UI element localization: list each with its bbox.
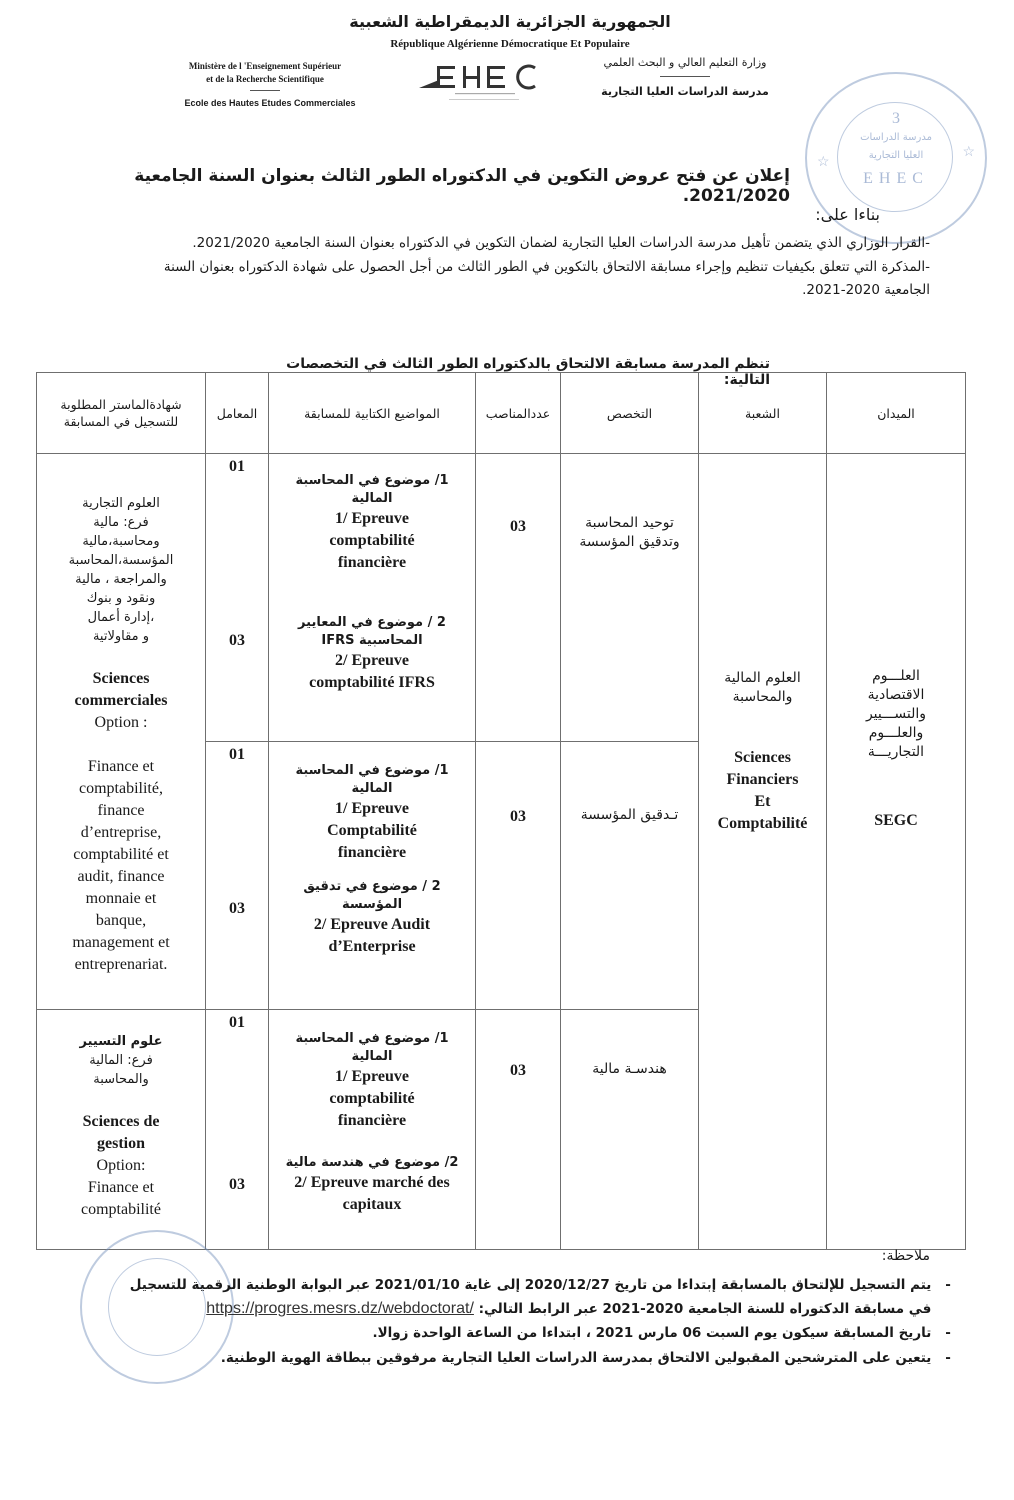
positions-cell <box>476 1010 561 1250</box>
subject1-fr: comptabilité <box>329 1090 415 1107</box>
text-line: والمحاسبة <box>93 1072 149 1087</box>
subject1-ar: 1/ موضوع في المحاسبة <box>295 1031 449 1046</box>
subject2-fr: 2/ Epreuve <box>335 652 409 669</box>
header-branch: الشعبة <box>699 373 827 454</box>
header-positions: عددالمناصب <box>476 373 561 454</box>
master-group1-fr-title <box>37 668 205 712</box>
specialty-cell <box>561 1010 699 1250</box>
subject1-fr: 1/ Epreuve <box>335 800 409 817</box>
text-line: و مقاولاتية <box>92 629 150 644</box>
text-line: comptabilité, <box>79 780 163 797</box>
text-line: العلوم التجارية <box>82 496 160 511</box>
subject2-ar: 2 / موضوع في المعايير <box>298 615 446 630</box>
note-item-1-cont <box>80 1298 960 1320</box>
header-coefficient: المعامل <box>206 373 269 454</box>
stamp-acronym: EHEC <box>863 170 929 187</box>
subject2-ar: المؤسسة <box>341 897 403 912</box>
positions-cell <box>476 454 561 742</box>
text-line: Option: <box>96 1157 146 1174</box>
text-line: Financiers <box>726 771 799 788</box>
ehec-logo <box>415 58 565 104</box>
branch-cell <box>699 454 827 1250</box>
registration-link[interactable]: https://progres.mesrs.dz/webdoctorat/ <box>206 1300 474 1317</box>
field-ar <box>827 667 965 762</box>
text-line: Finance et <box>87 758 155 775</box>
bullet: - <box>945 1350 951 1366</box>
text-line: entreprenariat. <box>74 956 168 973</box>
preamble-item-3: الجامعية 2020-2021. <box>802 282 930 298</box>
written-subjects-cell <box>269 742 476 1010</box>
header-specialty: التخصص <box>561 373 699 454</box>
coefficient-2: 03 <box>229 1176 245 1193</box>
text-line: العلـــوم <box>872 668 920 684</box>
header-required-master-line1: شهادةالماستر المطلوبة <box>60 397 182 412</box>
subject1-fr: 1/ Epreuve <box>335 510 409 527</box>
text-line: finance <box>97 802 145 819</box>
subject2-ar: 2/ موضوع في هندسة مالية <box>285 1155 459 1170</box>
text-line: الاقتصادية <box>867 687 925 703</box>
announcement-title: إعلان عن فتح عروض التكوين في الدكتوراه الطور الثالث بعنوان السنة الجامعية 2021/2020. <box>134 166 790 206</box>
text-line: علوم التسيير <box>79 1034 163 1049</box>
text-line: audit, finance <box>77 868 165 885</box>
subject1-ar: 1/ موضوع في المحاسبة <box>295 763 449 778</box>
text-line: Comptabilité <box>717 815 808 832</box>
master-cell-group1 <box>37 454 206 1010</box>
subject1-ar: 1/ موضوع في المحاسبة <box>295 473 449 488</box>
text-line: commerciales <box>74 692 168 709</box>
divider <box>660 76 710 77</box>
coefficient-2: 03 <box>229 900 245 917</box>
preamble-item-2: -المذكرة التي تتعلق بكيفيات تنظيم وإجراء مسابقة الالتحاق بالتكوين في الطور الثالث من أجل الحصول على شهادة الدكتوراه بعنوان السنة <box>163 259 930 275</box>
written-subjects-cell <box>269 1010 476 1250</box>
bullet: - <box>945 1325 951 1341</box>
specialty-cell <box>561 742 699 1010</box>
coefficient-2: 03 <box>229 632 245 649</box>
star-icon: ☆ <box>962 145 975 160</box>
preamble-item-1: -القرار الوزاري الذي يتضمن تأهيل مدرسة الدراسات العليا التجارية لضمان التكوين في الدكتوراه بعنوان السنة الجامعية 2021/2020. <box>192 235 930 251</box>
master-group1-ar <box>37 494 205 646</box>
text-line: comptabilité <box>81 1201 161 1218</box>
field-cell <box>827 454 966 1250</box>
school-name-fr: Ecole des Hautes Etudes Commerciales <box>184 98 356 108</box>
subject1-fr: comptabilité <box>329 532 415 549</box>
master-group2-fr-options <box>37 1155 205 1221</box>
specialty-line: هندسـة مالية <box>592 1061 667 1077</box>
text-line: فرع: المالية <box>89 1053 153 1068</box>
ministry-fr-line2: et de la Recherche Scientifique <box>206 74 324 84</box>
text-line: Option : <box>94 714 148 731</box>
coefficient-cell <box>206 454 269 742</box>
table-intro: تنظم المدرسة مسابقة الالتحاق بالدكتوراه الطور الثالث في التخصصات التالية: <box>286 356 770 388</box>
subject1-fr: financière <box>337 554 407 571</box>
subject2-fr: capitaux <box>342 1196 402 1213</box>
text-line: ،إدارة أعمال <box>87 610 155 625</box>
stamp-number: 3 <box>892 110 900 127</box>
header-required-master <box>37 373 206 454</box>
stamp-line1: مدرسة الدراسات <box>860 132 932 143</box>
divider <box>250 90 280 91</box>
subject2-fr: comptabilité IFRS <box>309 674 435 691</box>
ministry-ar-text: وزارة التعليم العالي و البحث العلمي <box>603 56 767 69</box>
text-line <box>37 734 205 756</box>
based-on-label: بناءا على: <box>815 205 880 224</box>
ministry-name-ar <box>590 56 780 84</box>
text-line: management et <box>72 934 170 951</box>
subject1-ar: المالية <box>351 1049 393 1064</box>
subject2-ar: 2 / موضوع في تدقيق <box>303 879 441 894</box>
republic-name-ar: الجمهورية الجزائرية الديمقراطية الشعبية <box>349 12 671 31</box>
notes-title: ملاحظة: <box>881 1248 930 1264</box>
text-line: comptabilité et <box>73 846 169 863</box>
text-line: المؤسسة،المحاسبة <box>68 553 174 568</box>
field-code: SEGC <box>874 812 918 829</box>
specialty-line: توحيد المحاسبة <box>585 515 674 531</box>
text-line: والمراجعة ، مالية <box>75 572 167 587</box>
subject1-ar: المالية <box>351 781 393 796</box>
note-item-3 <box>80 1347 960 1369</box>
text-line: Sciences <box>92 670 150 687</box>
text-line: Et <box>754 793 771 810</box>
subject1-fr: Comptabilité <box>327 822 417 839</box>
master-group1-fr-options <box>37 712 205 976</box>
subject2-ar: المحاسبية IFRS <box>321 633 423 648</box>
ministry-name-fr <box>130 60 400 95</box>
specialty-cell <box>561 454 699 742</box>
text-line: Finance et <box>87 1179 155 1196</box>
subject2-fr: 2/ Epreuve Audit <box>313 916 431 933</box>
subject1-fr: 1/ Epreuve <box>335 1068 409 1085</box>
note-1-line2: في مسابقة الدكتوراه للسنة الجامعية 2020-2021 عبر الرابط التالي: <box>478 1301 932 1317</box>
specialty-line: تـدقيق المؤسسة <box>580 807 679 823</box>
note-2-text: تاريخ المسابقة سيكون يوم السبت 06 مارس 2021 ، ابتداءا من الساعة الواحدة زوالا. <box>372 1325 932 1341</box>
star-icon: ☆ <box>817 155 830 170</box>
coefficient-1: 01 <box>229 458 245 475</box>
coefficient-cell <box>206 742 269 1010</box>
positions-value: 03 <box>510 1062 526 1079</box>
branch-ar <box>699 669 826 707</box>
bullet: - <box>945 1277 951 1293</box>
note-item-1 <box>80 1274 960 1296</box>
positions-value: 03 <box>510 518 526 535</box>
table-header-row <box>37 373 966 454</box>
header-required-master-line2: للتسجيل في المسابقة <box>63 414 179 429</box>
text-line: d’entreprise, <box>80 824 162 841</box>
note-3-text: يتعين على المترشحين المقبولين الالتحاق بمدرسة الدراسات العليا التجارية مرفوقين ببطاقة الهوية الوطنية. <box>220 1350 932 1366</box>
text-line: monnaie et <box>85 890 157 907</box>
subject1-fr: financière <box>337 844 407 861</box>
subject2-fr: d’Enterprise <box>328 938 416 955</box>
text-line: العلوم المالية <box>724 670 801 686</box>
text-line: Sciences <box>734 749 791 766</box>
positions-cell <box>476 742 561 1010</box>
ehec-logo-mark <box>415 58 565 104</box>
subject2-fr: 2/ Epreuve marché des <box>294 1174 450 1191</box>
branch-fr <box>699 747 826 835</box>
text-line: gestion <box>97 1135 145 1152</box>
coefficient-1: 01 <box>229 746 245 763</box>
text-line: banque, <box>95 912 147 929</box>
table-row <box>37 454 966 742</box>
note-1-line1: يتم التسجيل للإلتحاق بالمسابقة إبتداءا من تاريخ 2020/12/27 إلى غاية 2021/01/10 عبر البوابة الوطنية الرقمية للتسجيل <box>129 1277 932 1293</box>
text-line: والمحاسبة <box>732 689 793 705</box>
header-written-subjects: المواضيع الكتابية للمسابقة <box>269 373 476 454</box>
header-field: الميدان <box>827 373 966 454</box>
text-line: والتســـيير <box>865 706 927 722</box>
stamp-line2: العليا التجارية <box>868 150 924 161</box>
text-line: التجاريـــة <box>867 744 925 760</box>
text-line: فرع: مالية <box>93 515 149 530</box>
specialty-line: وتدقيق المؤسسة <box>579 534 680 550</box>
school-name-ar: مدرسة الدراسات العليا التجارية <box>601 85 769 98</box>
coefficient-1: 01 <box>229 1014 245 1031</box>
note-item-2 <box>80 1322 960 1344</box>
text-line: والعلـــوم <box>868 725 924 741</box>
specialties-table <box>36 372 966 1250</box>
coefficient-cell <box>206 1010 269 1250</box>
master-cell-group2 <box>37 1010 206 1250</box>
master-group2-fr-title <box>37 1111 205 1155</box>
text-line: Sciences de <box>82 1113 160 1130</box>
subject1-ar: المالية <box>351 491 393 506</box>
republic-name-fr: République Algérienne Démocratique Et Populaire <box>390 38 630 50</box>
subject1-fr: financière <box>337 1112 407 1129</box>
positions-value: 03 <box>510 808 526 825</box>
text-line: ونقود و بنوك <box>86 591 156 606</box>
text-line: ومحاسبة،مالية <box>82 534 160 549</box>
written-subjects-cell <box>269 454 476 742</box>
ministry-fr-line1: Ministère de l 'Enseignement Supérieur <box>188 61 342 71</box>
master-group2-ar <box>37 1032 205 1089</box>
